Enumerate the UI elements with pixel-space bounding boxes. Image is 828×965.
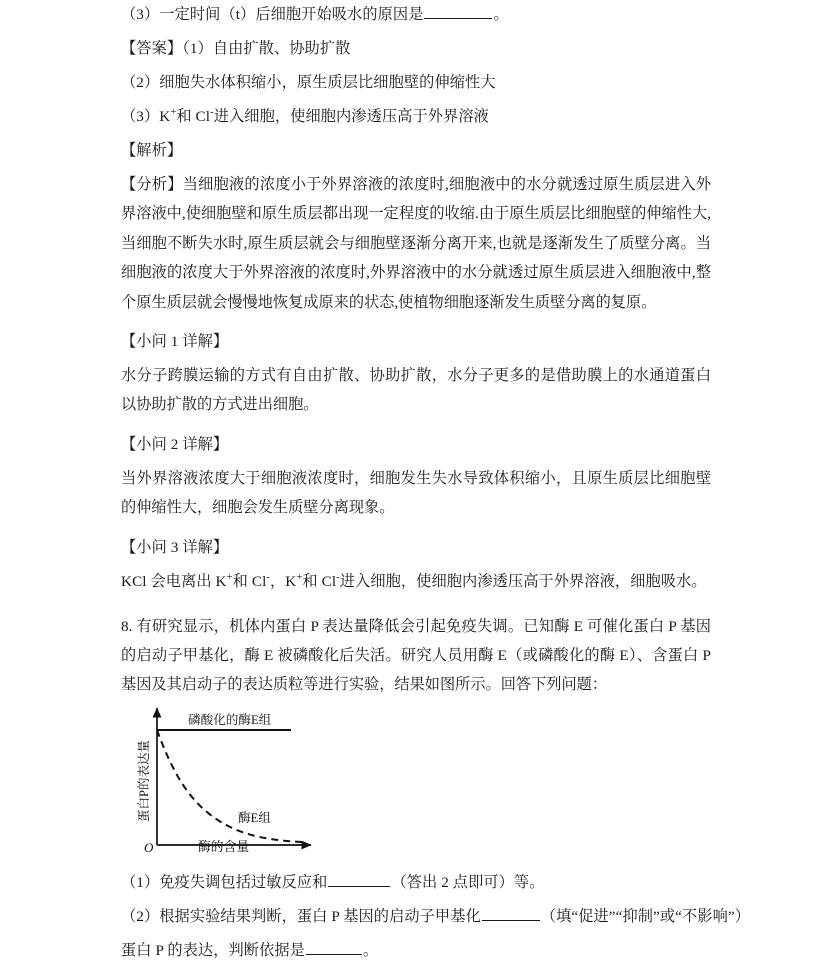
- q8-sub-2-line-1: [121, 902, 751, 931]
- chart-label-enzyme-e: 酶E组: [238, 811, 271, 825]
- q8-sub-1-prefix: （1）免疫失调包括过敏反应和: [121, 873, 328, 891]
- answer-heading: 【答案】（1）自由扩散、协助扩散: [121, 40, 351, 57]
- q8-sub-2-line-2: [121, 936, 711, 965]
- answer-blank[interactable]: [424, 4, 492, 19]
- superscript-plus: +: [296, 571, 303, 583]
- sub-question-1-body: 水分子跨膜运输的方式有自由扩散、协助扩散，水分子更多的是借助膜上的水通道蛋白以协助扩散的方式进出细胞。: [121, 367, 711, 414]
- answer-blank[interactable]: [328, 872, 390, 887]
- superscript-minus: -: [336, 571, 340, 583]
- answer-item-2: （2）细胞失水体积缩小，原生质层比细胞壁的伸缩性大: [121, 74, 496, 91]
- explanation-heading: 【解析】: [121, 142, 183, 159]
- chart-x-axis-label: 酶的含量: [198, 840, 250, 852]
- sub-question-3-heading: 【小问 3 详解】: [121, 538, 229, 556]
- answer-blank[interactable]: [306, 940, 362, 955]
- ion-text: 和 Cl: [302, 572, 337, 590]
- answer-item-3: [121, 102, 711, 131]
- sub-question-2-heading: 【小问 2 详解】: [121, 435, 229, 453]
- sub-question-1-heading: 【小问 1 详解】: [121, 333, 229, 351]
- ion-text: 进入细胞，使细胞内渗透压高于外界溶液: [213, 108, 489, 125]
- superscript-minus: -: [266, 571, 271, 583]
- chart-origin-label: O: [144, 840, 154, 852]
- q8-sub-2b-prefix: 蛋白 P 的表达，判断依据是: [121, 941, 305, 959]
- q8-sub-2b-suffix: 。: [362, 941, 379, 959]
- superscript-minus: -: [210, 106, 214, 118]
- answer-blank[interactable]: [482, 906, 540, 921]
- chart-y-axis-label: 蛋白P的表达量: [137, 740, 151, 822]
- q8-sub-2-prefix: （2）根据实验结果判断，蛋白 P 基因的启动子甲基化: [121, 907, 481, 925]
- ion-text: 和 Cl: [176, 108, 211, 125]
- ion-text: KCl 会电离出 K: [121, 572, 227, 590]
- q7-part3-stem-suffix: 。: [493, 6, 509, 23]
- ion-text: ，K: [270, 572, 297, 590]
- q8-sub-1: [121, 868, 711, 897]
- q7-part3-stem: [121, 0, 711, 29]
- superscript-plus: +: [226, 571, 233, 583]
- question-8-stem: 8. 有研究显示，机体内蛋白 P 表达量降低会引起免疫失调。已知酶 E 可催化蛋白 P 基因的启动子甲基化，酶 E 被磷酸化后失活。研究人员用酶 E（或磷酸化的酶 E）、含蛋白 P 基因及其启动子的表达质粒等进行实验，结果如图所示。回答下列问题：: [121, 617, 711, 694]
- superscript-plus: +: [170, 106, 177, 118]
- analysis-paragraph: 【分析】当细胞液的浓度小于外界溶液的浓度时,细胞液中的水分就透过原生质层进入外界溶液中,使细胞壁和原生质层都出现一定程度的收缩.由于原生质层比细胞壁的伸缩性大,当细胞不断失水时,原生质层就会与细胞壁逐渐分离开来,也就是逐渐发生了质壁分离。当细胞液的浓度大于外界溶液的浓度时,外界溶液中的水分就透过原生质层进入细胞液中,整个原生质层就会慢慢地恢复成原来的状态,使植物细胞逐渐发生质壁分离的复原。: [121, 176, 711, 311]
- q8-sub-1-suffix: （答出 2 点即可）等。: [391, 873, 545, 891]
- chart-label-phosphorylated-enzyme-e: 磷酸化的酶E组: [188, 713, 272, 727]
- sub-question-3-body: [121, 567, 711, 596]
- experiment-result-chart: [126, 700, 326, 852]
- sub-question-2-body: 当外界溶液浓度大于细胞液浓度时，细胞发生失水导致体积缩小，且原生质层比细胞壁的伸缩性大，细胞会发生质壁分离现象。: [121, 469, 711, 517]
- ion-text: （3）K: [121, 108, 171, 125]
- chart-svg: [126, 700, 326, 852]
- ion-text: 进入细胞，使细胞内渗透压高于外界溶液，细胞吸水。: [339, 572, 707, 590]
- ion-text: 和 Cl: [232, 572, 267, 590]
- q8-sub-2-suffix: （填“促进”“抑制”或“不影响”）: [540, 907, 751, 925]
- series-enzyme-e: [157, 730, 302, 842]
- q7-part3-stem-prefix: （3）一定时间（t）后细胞开始吸水的原因是: [121, 6, 424, 23]
